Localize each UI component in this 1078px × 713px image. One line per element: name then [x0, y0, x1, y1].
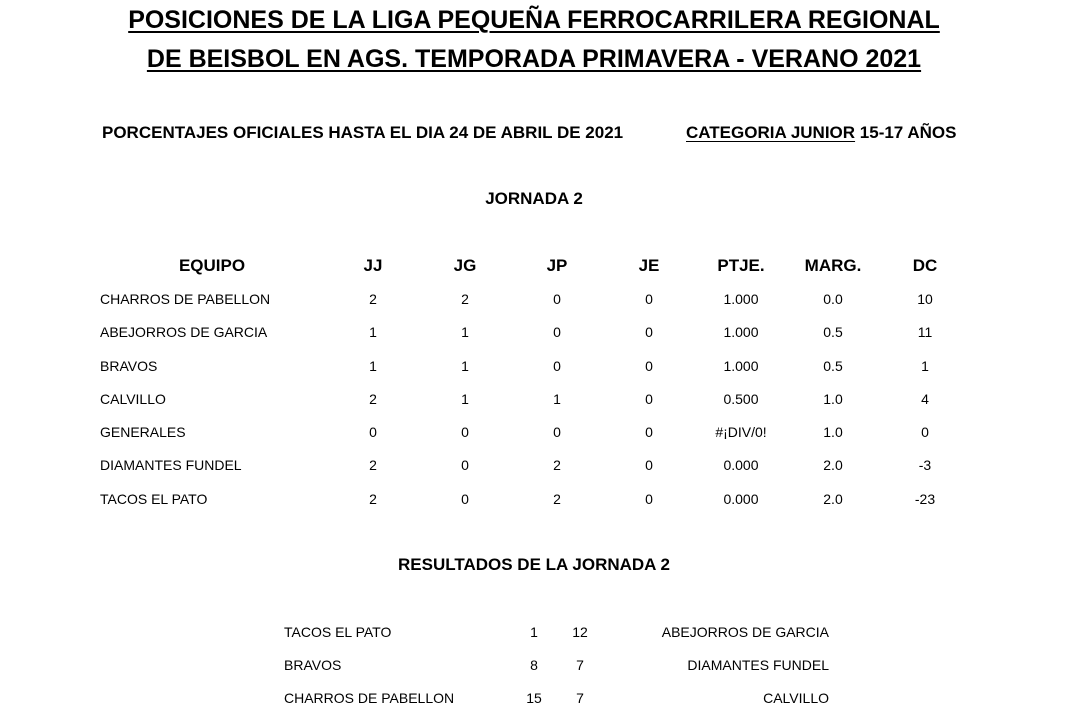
ptje-value: 0.000: [723, 491, 759, 507]
marg-value: 1.0: [823, 391, 843, 407]
jp-value: 0: [553, 324, 561, 340]
home-score: 15: [526, 690, 542, 706]
je-value: 0: [645, 391, 653, 407]
jj-value: 2: [369, 391, 377, 407]
jg-value: 0: [461, 424, 469, 440]
jg-value: 0: [461, 457, 469, 473]
ptje-value: 0.000: [723, 457, 759, 473]
je-value: 0: [645, 358, 653, 374]
je-value: 0: [645, 491, 653, 507]
away-score: 12: [572, 624, 588, 640]
title-line-2: DE BEISBOL EN AGS. TEMPORADA PRIMAVERA - VERANO 2021: [146, 45, 922, 73]
jg-value: 0: [461, 491, 469, 507]
header-equipo: EQUIPO: [178, 256, 246, 275]
jornada-heading: JORNADA 2: [485, 189, 583, 208]
team-name: ABEJORROS DE GARCIA: [100, 324, 268, 340]
header-jp: JP: [546, 256, 568, 275]
dc-value: 10: [917, 291, 933, 307]
subtitle-date: PORCENTAJES OFICIALES HASTA EL DIA 24 DE ABRIL DE 2021: [102, 123, 624, 142]
jp-value: 0: [553, 424, 561, 440]
header-je: JE: [638, 256, 660, 275]
jj-value: 0: [369, 424, 377, 440]
home-team: BRAVOS: [284, 657, 342, 673]
header-dc: DC: [912, 256, 938, 275]
home-team: TACOS EL PATO: [284, 624, 392, 640]
jj-value: 2: [369, 457, 377, 473]
jg-value: 1: [461, 324, 469, 340]
jj-value: 2: [369, 291, 377, 307]
jg-value: 1: [461, 358, 469, 374]
dc-value: 4: [921, 391, 929, 407]
category-label: CATEGORIA JUNIOR: [686, 123, 856, 142]
je-value: 0: [645, 324, 653, 340]
je-value: 0: [645, 291, 653, 307]
jp-value: 1: [553, 391, 561, 407]
home-score: 1: [530, 624, 538, 640]
team-name: CHARROS DE PABELLON: [100, 291, 271, 307]
jj-value: 1: [369, 358, 377, 374]
marg-value: 2.0: [823, 491, 843, 507]
ptje-value: 0.500: [723, 391, 759, 407]
ptje-value: 1.000: [723, 324, 759, 340]
title-line-1: POSICIONES DE LA LIGA PEQUEÑA FERROCARRILERA REGIONAL: [128, 6, 940, 34]
dc-value: -3: [918, 457, 932, 473]
marg-value: 1.0: [823, 424, 843, 440]
jp-value: 2: [553, 457, 561, 473]
marg-value: 0.0: [823, 291, 843, 307]
header-jj: JJ: [363, 256, 383, 275]
away-team: CALVILLO: [763, 690, 829, 706]
ptje-value: #¡DIV/0!: [715, 424, 767, 440]
dc-value: 1: [921, 358, 929, 374]
team-name: CALVILLO: [100, 391, 166, 407]
marg-value: 0.5: [823, 358, 843, 374]
subtitle-category: [686, 123, 956, 143]
ptje-value: 1.000: [723, 358, 759, 374]
results-heading: RESULTADOS DE LA JORNADA 2: [397, 555, 671, 574]
team-name: DIAMANTES FUNDEL: [100, 457, 242, 473]
marg-value: 2.0: [823, 457, 843, 473]
home-score: 8: [530, 657, 538, 673]
away-team: DIAMANTES FUNDEL: [687, 657, 829, 673]
dc-value: 0: [921, 424, 929, 440]
team-name: TACOS EL PATO: [100, 491, 208, 507]
jg-value: 2: [461, 291, 469, 307]
jp-value: 0: [553, 291, 561, 307]
ptje-value: 1.000: [723, 291, 759, 307]
header-jg: JG: [453, 256, 477, 275]
je-value: 0: [645, 457, 653, 473]
dc-value: 11: [917, 324, 933, 340]
jj-value: 1: [369, 324, 377, 340]
away-score: 7: [576, 657, 584, 673]
dc-value: -23: [914, 491, 936, 507]
category-ages: 15-17 AÑOS: [855, 123, 957, 142]
header-marg: MARG.: [804, 256, 862, 275]
home-team: CHARROS DE PABELLON: [284, 690, 455, 706]
jg-value: 1: [461, 391, 469, 407]
team-name: GENERALES: [100, 424, 186, 440]
away-score: 7: [576, 690, 584, 706]
jp-value: 0: [553, 358, 561, 374]
je-value: 0: [645, 424, 653, 440]
team-name: BRAVOS: [100, 358, 158, 374]
header-ptje: PTJE.: [717, 256, 765, 275]
jp-value: 2: [553, 491, 561, 507]
away-team: ABEJORROS DE GARCIA: [661, 624, 829, 640]
jj-value: 2: [369, 491, 377, 507]
marg-value: 0.5: [823, 324, 843, 340]
